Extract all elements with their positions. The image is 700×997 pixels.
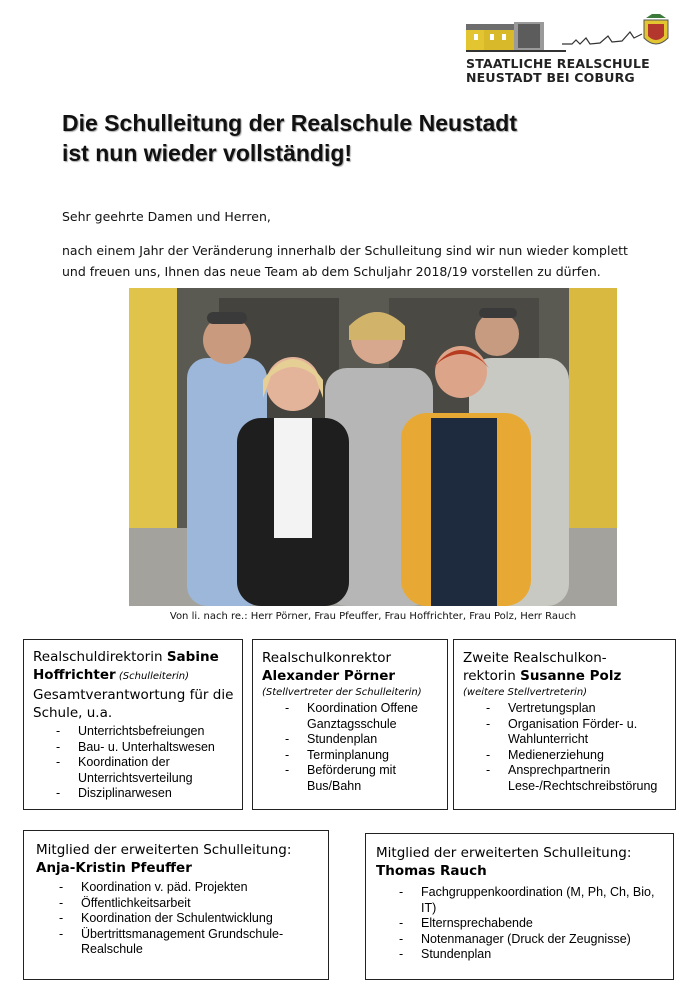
logo-line-2: NEUSTADT BEI COBURG [466, 70, 635, 85]
list-item: - Stundenplan [421, 947, 665, 963]
list-item: - Disziplinarwesen [78, 786, 234, 802]
school-logo [462, 14, 676, 84]
box3-list [463, 701, 669, 794]
list-item: - Fachgruppenkoordination (M, Ph, Ch, Bio, IT) [421, 885, 665, 916]
greeting: Sehr geehrte Damen und Herren, [62, 209, 271, 224]
box2-role: (Stellvertreter der Schulleiterin) [262, 687, 422, 698]
photo-caption: Von li. nach re.: Herr Pörner, Frau Pfeuffer, Frau Hoffrichter, Frau Polz, Herr Rauch [169, 611, 577, 622]
box3-role: (weitere Stellvertreterin) [463, 687, 588, 698]
team-photo [129, 288, 617, 606]
box1-list [33, 724, 234, 802]
list-item: - Notenmanager (Druck der Zeugnisse) [421, 932, 665, 948]
box-pfeuffer [23, 830, 329, 980]
box2-heading [262, 649, 439, 685]
box-schulleiterin [23, 639, 243, 810]
box5-title: Mitglied der erweiterten Schulleitung: [376, 845, 632, 861]
box5-name: Thomas Rauch [376, 863, 487, 879]
box3-title-2: rektorin [463, 668, 521, 684]
title-line-2: ist nun wieder vollständig! [62, 140, 353, 166]
box5-list [376, 885, 665, 963]
intro-line-2: und freuen uns, Ihnen das neue Team ab dem Schuljahr 2018/19 vorstellen zu dürfen. [62, 264, 601, 279]
box-zweite-konrektorin [453, 639, 676, 810]
box-konrektor [252, 639, 448, 810]
box1-name-last: Hoffrichter [33, 667, 116, 683]
box3-name: Susanne Polz [520, 668, 622, 684]
list-item: - Elternsprechabende [421, 916, 665, 932]
box3-heading [463, 649, 669, 685]
box4-title: Mitglied der erweiterten Schulleitung: [36, 842, 292, 858]
box2-title: Realschulkonrektor [262, 650, 392, 666]
list-item: - Vertretungsplan [508, 701, 669, 717]
list-item: - Beförderung mit Bus/Bahn [307, 763, 439, 794]
intro-line-1: nach einem Jahr der Veränderung innerhalb der Schulleitung sind wir nun wieder komplett [62, 243, 628, 258]
list-item: - Terminplanung [307, 748, 439, 764]
list-item: - Koordination v. päd. Projekten [81, 880, 320, 896]
box5-heading [376, 844, 665, 880]
box2-name: Alexander Pörner [262, 668, 396, 684]
box1-desc-line-2: Schule, u.a. [33, 705, 113, 721]
list-item: - Unterrichtsbefreiungen [78, 724, 234, 740]
box1-heading [33, 648, 234, 686]
list-item: - Übertrittsmanagement Grundschule-Realschule [81, 927, 320, 958]
box1-name-first: Sabine [166, 649, 219, 665]
list-item: - Organisation Förder- u. Wahlunterricht [508, 717, 669, 748]
box1-role: (Schulleiterin) [115, 671, 189, 682]
box4-heading [36, 841, 320, 877]
list-item: - Koordination Offene Ganztagsschule [307, 701, 439, 732]
box1-description [33, 686, 234, 722]
logo-line-1: STAATLICHE REALSCHULE [466, 56, 650, 71]
school-building-logo-icon [462, 14, 676, 56]
list-item: - Stundenplan [307, 732, 439, 748]
box1-title: Realschuldirektorin [33, 649, 167, 665]
list-item: - Ansprechpartnerin Lese-/Rechtschreibstörung [508, 763, 669, 794]
list-item: - Bau- u. Unterhaltswesen [78, 740, 234, 756]
box4-list [36, 880, 320, 958]
list-item: - Koordination der Schulentwicklung [81, 911, 320, 927]
box4-name: Anja-Kristin Pfeuffer [36, 860, 192, 876]
box2-list [262, 701, 439, 794]
title-line-1: Die Schulleitung der Realschule Neustadt [62, 110, 517, 136]
list-item: - Medienerziehung [508, 748, 669, 764]
intro-paragraph [62, 240, 652, 282]
page-title [62, 108, 517, 168]
list-item: - Öffentlichkeitsarbeit [81, 896, 320, 912]
box-rauch [365, 833, 674, 980]
box3-title: Zweite Realschulkon- [463, 650, 607, 666]
box1-desc-line-1: Gesamtverantwortung für die [33, 687, 234, 703]
list-item: - Koordination der Unterrichtsverteilung [78, 755, 234, 786]
